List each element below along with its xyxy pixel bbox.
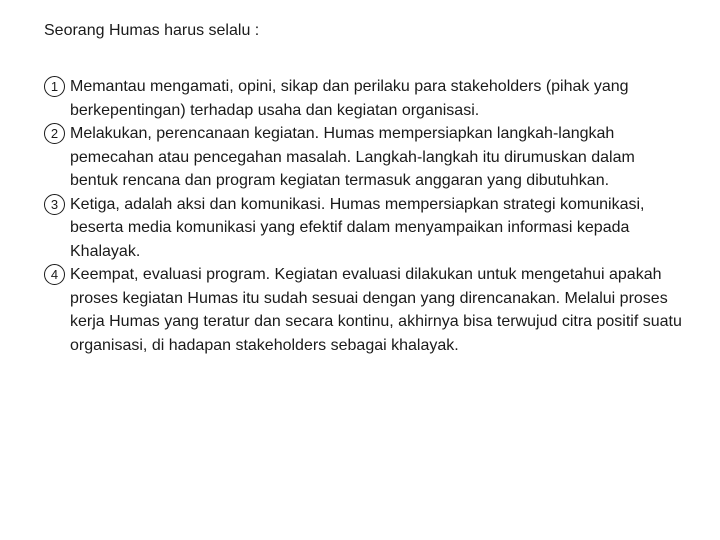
slide-heading: Seorang Humas harus selalu : [44,22,260,39]
numbered-list [44,75,684,357]
list-item-text: Keempat, evaluasi program. Kegiatan evaluasi dilakukan untuk mengetahui apakah proses kegiatan Humas itu sudah sesuai dengan yang direncanakan. Melalui proses kerja Humas yang teratur dan secara kontinu, akhirnya bisa terwujud citra positif suatu organisasi, di hadapan stakeholders sebagai khalayak. [70,266,682,354]
list-item [44,263,684,357]
list-item [44,75,684,122]
circled-number-marker: 2 [44,123,65,144]
list-item-text: Memantau mengamati, opini, sikap dan perilaku para stakeholders (pihak yang berkepentingan) terhadap usaha dan kegiatan organisasi. [70,78,629,119]
circled-number-marker: 3 [44,194,65,215]
list-item-text: Melakukan, perencanaan kegiatan. Humas mempersiapkan langkah-langkah pemecahan atau pencegahan masalah. Langkah-langkah itu dirumuskan dalam bentuk rencana dan program kegiatan termasuk anggaran yang dibutuhkan. [70,125,635,189]
circled-number-marker: 4 [44,264,65,285]
list-item-text: Ketiga, adalah aksi dan komunikasi. Humas mempersiapkan strategi komunikasi, beserta media komunikasi yang efektif dalam menyampaikan informasi kepada Khalayak. [70,195,645,260]
list-item [44,122,684,193]
list-item [44,193,684,264]
circled-number-marker: 1 [44,76,65,97]
